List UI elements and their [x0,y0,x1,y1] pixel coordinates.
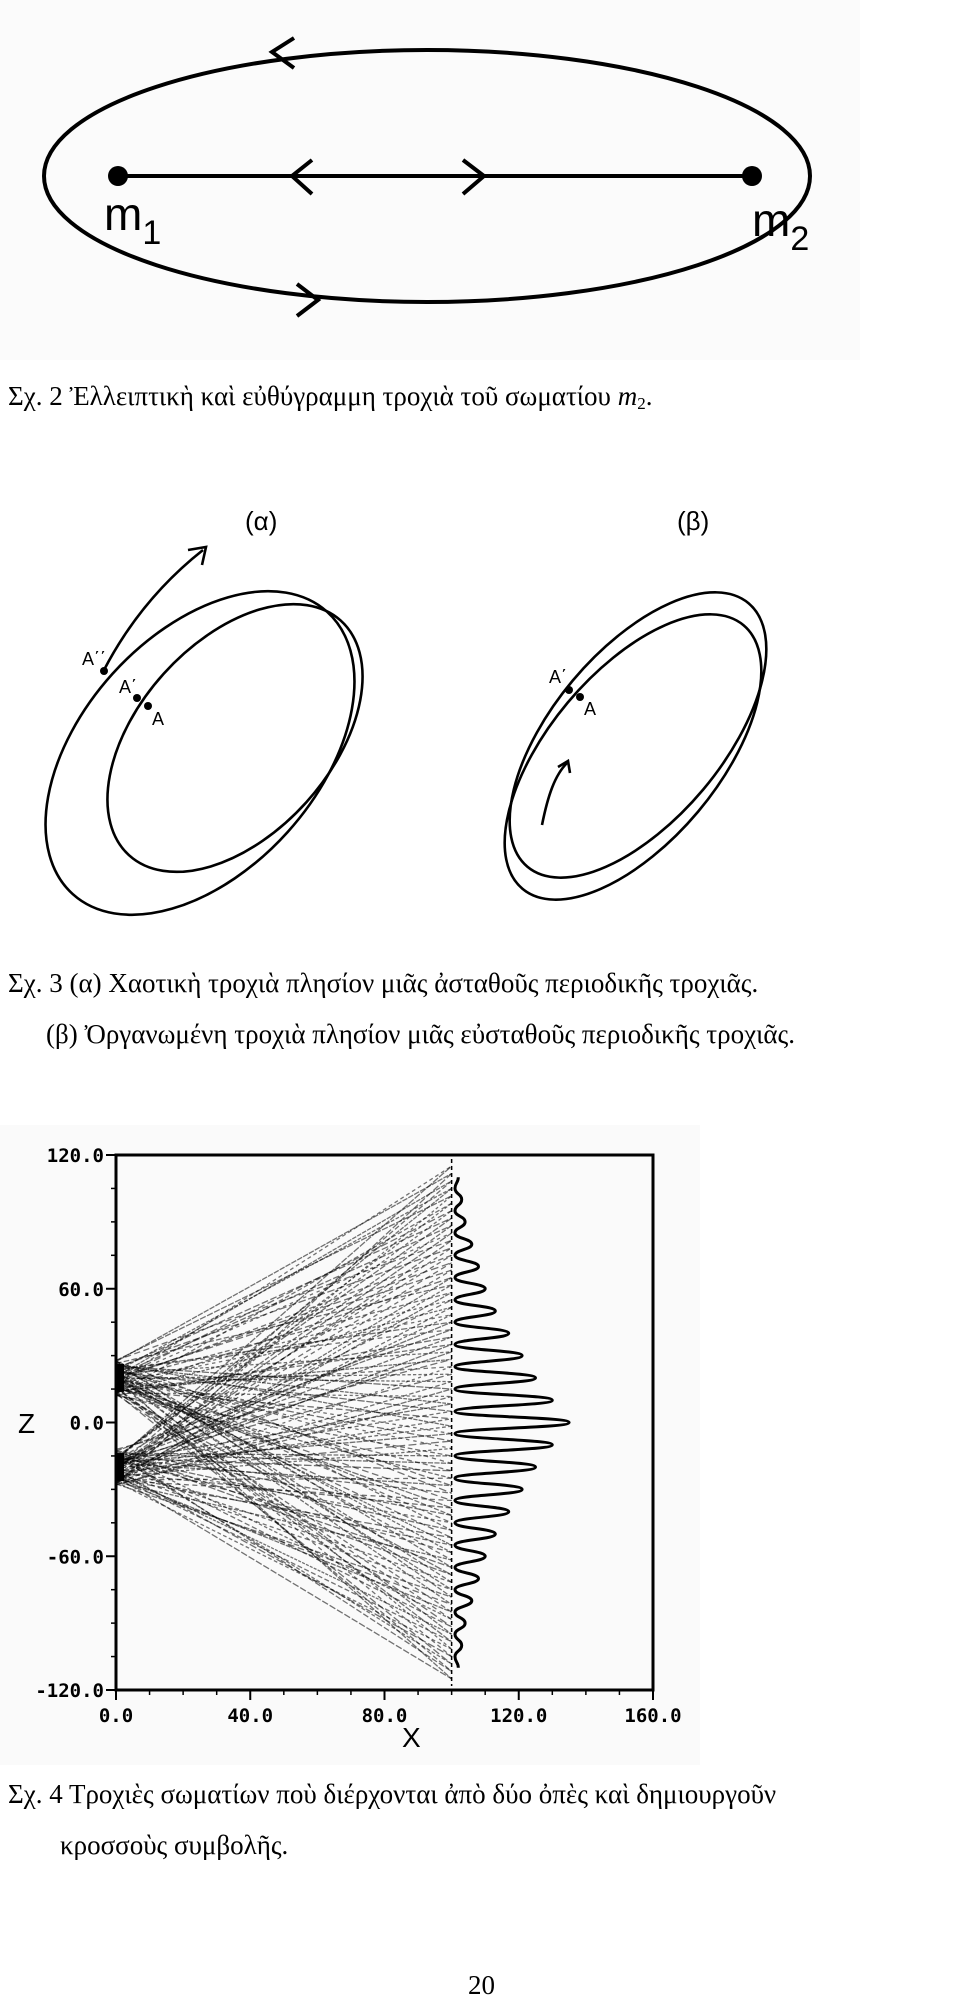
panel-a-chaotic-orbit [30,533,415,925]
trajectory-line [116,1453,452,1620]
orbit-loop-1 [462,549,813,922]
figure-4-interference-chart [0,1125,700,1765]
figure-2-caption: Σχ. 2 Ἐλλειπτικὴ καὶ εὐθύγραμμη τροχιὰ τοῦ σωματίου $m_2$. [8,381,653,413]
figure-2-orbit-diagram [0,0,860,360]
figure-3-caption-line-2: (β) Ὀργανωμένη τροχιὰ πλησίον μιᾶς εὐσταθοῦς περιοδικῆς τροχιᾶς. [46,1019,795,1049]
y-tick-label: -60.0 [46,1546,104,1569]
label-a: A [584,699,597,719]
trajectory-line [116,1484,452,1597]
x-tick-label: 0.0 [98,1705,134,1727]
trajectory-line [116,1455,452,1664]
point-a-prime [565,686,573,694]
mass-m1-point [108,166,128,186]
outer-orbit-loop [30,533,415,925]
panel-b-label: (β) [677,506,710,536]
label-a-double-prime: A΄΄ [82,649,106,669]
trajectory-line [116,1379,452,1441]
figure-3-caption-line-1: Σχ. 3 (α) Χαοτικὴ τροχιὰ πλησίον μιᾶς ἀσταθοῦς περιοδικῆς τροχιᾶς. [8,968,759,998]
trajectory-line [116,1181,452,1467]
label-a-prime: A΄ [119,677,137,697]
inner-orbit-loop [58,556,412,919]
escaping-orbit-branch [104,550,203,670]
mass-m2-point [742,166,762,186]
arrow-right-icon [297,284,318,316]
y-tick-label: 0.0 [69,1412,104,1435]
y-tick-label: -120.0 [35,1680,104,1702]
orbit-start-branch [542,763,567,825]
chart-axes [35,1145,681,1727]
trajectory-line [116,1478,452,1480]
x-tick-label: 160.0 [624,1705,682,1727]
label-m2: $m_2$ [752,194,810,258]
point-a [576,693,584,701]
y-axis-label: Z [18,1408,36,1439]
trajectory-line [116,1477,452,1612]
arrow-left-icon [272,38,294,68]
x-tick-label: 40.0 [227,1705,274,1727]
trajectory-line [116,1218,452,1457]
label-a: A [152,709,165,729]
label-m1: $m_1$ [104,188,162,252]
figure-4-caption-line-1: Σχ. 4 Τροχιὲς σωματίων ποὺ διέρχονται ἀπὸ δύο ὀπὲς καὶ δημιουργοῦν [8,1779,777,1809]
x-tick-label: 120.0 [490,1705,548,1727]
intensity-profile-curve [455,1177,569,1667]
page-number: 20 [468,1970,495,2000]
label-a-prime: A΄ [549,667,567,687]
trajectory-line [116,1475,452,1545]
x-axis-label: X [402,1722,421,1753]
particle-trajectories [116,1159,452,1686]
x-tick-label: 80.0 [361,1705,408,1727]
y-tick-label: 120.0 [46,1145,104,1167]
figure-4-caption-line-2: κροσσοὺς συμβολῆς. [60,1830,289,1860]
trajectory-line [116,1203,452,1458]
point-a [144,702,152,710]
y-tick-label: 60.0 [58,1278,104,1301]
trajectory-line [116,1458,452,1471]
panel-b-organized-orbit [457,549,813,925]
trajectory-line [116,1477,452,1679]
trajectory-line [116,1480,452,1604]
figure-3-orbits [30,495,830,925]
panel-a-label: (α) [245,506,278,536]
